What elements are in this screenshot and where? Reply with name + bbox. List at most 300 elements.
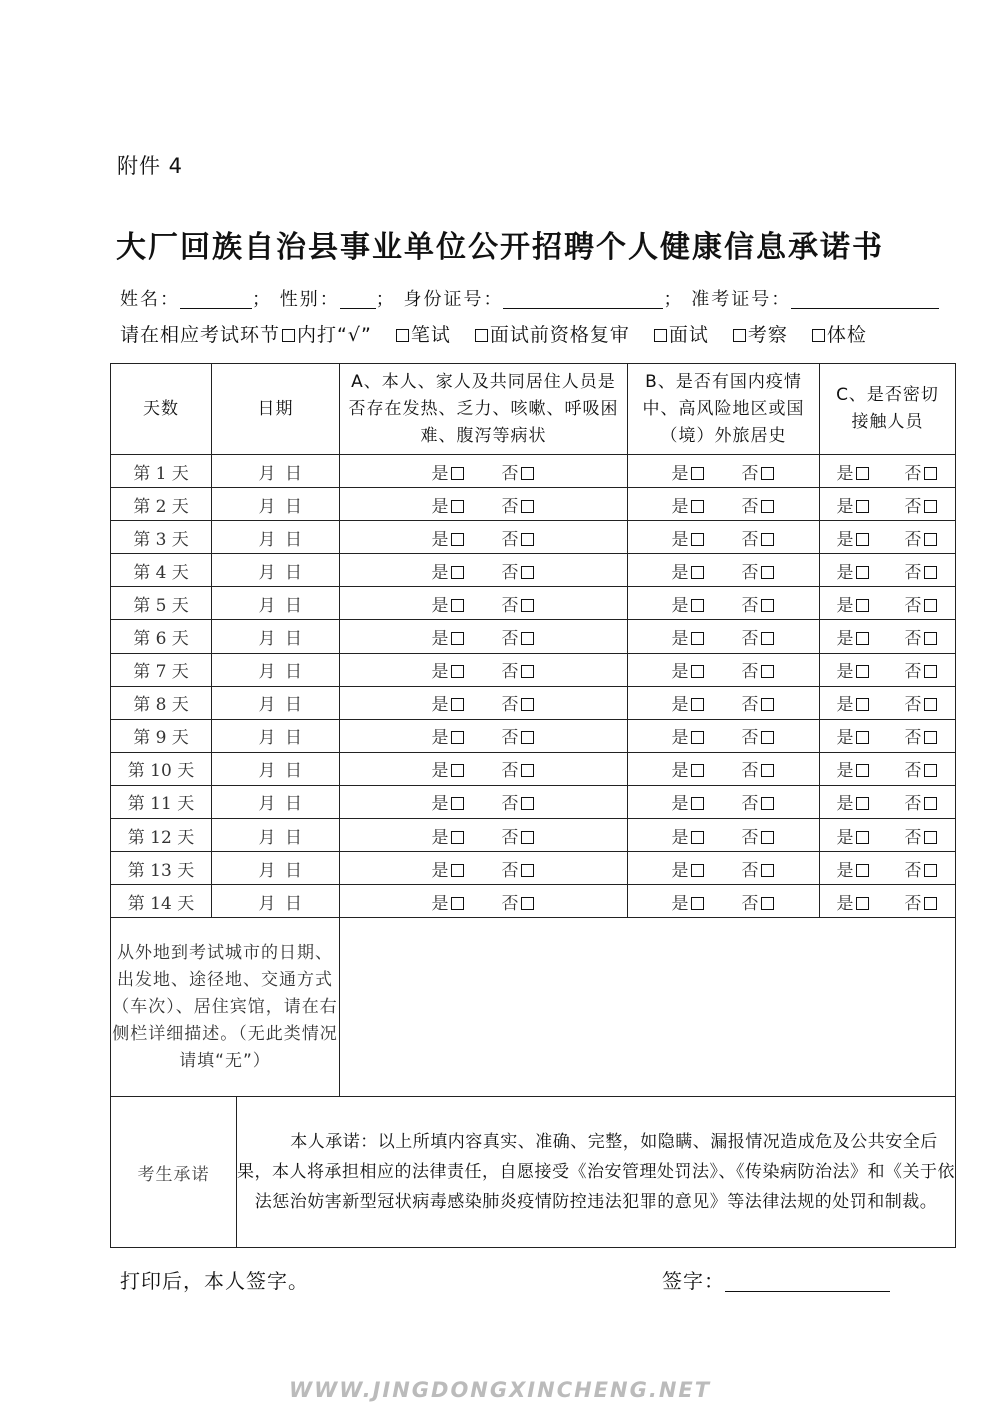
checkbox-icon[interactable]: [761, 797, 774, 810]
checkbox-icon[interactable]: [521, 533, 534, 546]
stage-option-interview[interactable]: 面试: [652, 324, 709, 346]
day-unit-label: 日: [285, 595, 302, 616]
yes-option[interactable]: 是: [672, 756, 706, 781]
checkbox-icon[interactable]: [924, 500, 937, 513]
answer-cell-b: [628, 819, 820, 852]
checkbox-icon[interactable]: [924, 897, 937, 910]
yes-option[interactable]: 是: [432, 823, 466, 848]
checkbox-icon[interactable]: [856, 731, 869, 744]
answer-cell-b: [628, 752, 820, 785]
checkbox-icon[interactable]: [761, 467, 774, 480]
day-unit-label: 日: [285, 496, 302, 517]
yes-option[interactable]: 是: [672, 690, 706, 715]
yes-option[interactable]: 是: [837, 690, 871, 715]
yes-option[interactable]: 是: [837, 723, 871, 748]
yes-option[interactable]: 是: [432, 657, 466, 682]
checkbox-icon[interactable]: [521, 698, 534, 711]
date-cell[interactable]: [212, 653, 340, 686]
signature-area: [662, 1265, 890, 1294]
table-row: [111, 752, 956, 785]
answer-cell-a: [340, 521, 628, 554]
checkbox-icon[interactable]: [691, 500, 704, 513]
month-label: 月: [258, 728, 276, 749]
checkbox-icon[interactable]: [856, 897, 869, 910]
date-cell[interactable]: [212, 785, 340, 818]
table-row: [111, 686, 956, 719]
table-row: [111, 653, 956, 686]
exam-number-label: 准考证号：: [691, 289, 792, 310]
day-label: 第 1 天: [111, 455, 212, 488]
checkbox-icon[interactable]: [761, 500, 774, 513]
checkbox-icon[interactable]: [691, 665, 704, 678]
answer-cell-b: [628, 785, 820, 818]
answer-cell-c: [820, 587, 956, 620]
checkbox-icon[interactable]: [691, 599, 704, 612]
answer-cell-a: [340, 554, 628, 587]
checkbox-icon[interactable]: [761, 698, 774, 711]
yes-option[interactable]: 是: [432, 459, 466, 484]
date-cell[interactable]: [212, 719, 340, 752]
no-option[interactable]: 否: [905, 624, 939, 649]
day-rows: [111, 455, 956, 918]
date-cell[interactable]: [212, 885, 340, 918]
no-option[interactable]: 否: [502, 591, 536, 616]
checkbox-icon[interactable]: [856, 533, 869, 546]
exam-stage-line: [120, 320, 867, 347]
yes-option[interactable]: 是: [432, 856, 466, 881]
checkbox-icon[interactable]: [451, 864, 464, 877]
table-row: [111, 488, 956, 521]
no-option[interactable]: 否: [742, 690, 776, 715]
yes-option[interactable]: 是: [837, 492, 871, 517]
yes-option[interactable]: 是: [837, 624, 871, 649]
checkbox-icon[interactable]: [924, 764, 937, 777]
answer-cell-b: [628, 885, 820, 918]
checkbox-icon[interactable]: [451, 764, 464, 777]
day-unit-label: 日: [285, 695, 302, 716]
checkbox-icon[interactable]: [924, 698, 937, 711]
day-label: 第 2 天: [111, 488, 212, 521]
answer-cell-a: [340, 686, 628, 719]
day-label: 第 13 天: [111, 852, 212, 885]
answer-cell-c: [820, 885, 956, 918]
no-option[interactable]: 否: [905, 756, 939, 781]
checkbox-icon[interactable]: [856, 632, 869, 645]
checkbox-icon[interactable]: [924, 665, 937, 678]
yes-option[interactable]: 是: [432, 624, 466, 649]
no-option[interactable]: 否: [742, 624, 776, 649]
yes-option[interactable]: 是: [672, 789, 706, 814]
gender-field[interactable]: [340, 290, 376, 309]
checkbox-icon[interactable]: [761, 599, 774, 612]
gender-label: 性别：: [279, 289, 340, 310]
checkbox-icon[interactable]: [654, 329, 667, 342]
no-option[interactable]: 否: [742, 459, 776, 484]
no-option[interactable]: 否: [502, 624, 536, 649]
pledge-table: [110, 1096, 956, 1248]
checkbox-icon[interactable]: [521, 500, 534, 513]
yes-option[interactable]: 是: [837, 756, 871, 781]
checkbox-icon[interactable]: [691, 467, 704, 480]
answer-cell-a: [340, 752, 628, 785]
checkbox-icon[interactable]: [856, 698, 869, 711]
answer-cell-c: [820, 686, 956, 719]
no-option[interactable]: 否: [742, 856, 776, 881]
no-option[interactable]: 否: [502, 558, 536, 583]
checkbox-icon[interactable]: [691, 632, 704, 645]
checkbox-icon[interactable]: [691, 566, 704, 579]
no-option[interactable]: 否: [905, 492, 939, 517]
yes-option[interactable]: 是: [672, 657, 706, 682]
day-unit-label: 日: [285, 529, 302, 550]
answer-cell-a: [340, 885, 628, 918]
checkbox-icon[interactable]: [521, 467, 534, 480]
signature-label: 签字：: [662, 1269, 725, 1293]
answer-cell-a: [340, 785, 628, 818]
header-col-a: A、本人、家人及共同居住人员是否存在发热、乏力、咳嗽、呼吸困难、腹泻等病状: [340, 364, 628, 455]
table-row: [111, 455, 956, 488]
checkbox-icon[interactable]: [761, 632, 774, 645]
yes-option[interactable]: 是: [432, 591, 466, 616]
answer-cell-a: [340, 852, 628, 885]
checkbox-icon[interactable]: [691, 731, 704, 744]
stage-option-medical-exam[interactable]: 体检: [810, 324, 867, 346]
checkbox-icon[interactable]: [451, 632, 464, 645]
checkbox-icon[interactable]: [451, 500, 464, 513]
date-cell[interactable]: [212, 488, 340, 521]
checkbox-icon[interactable]: [691, 764, 704, 777]
checkbox-icon[interactable]: [691, 864, 704, 877]
answer-cell-b: [628, 521, 820, 554]
no-option[interactable]: 否: [742, 723, 776, 748]
answer-cell-b: [628, 719, 820, 752]
print-note: 打印后，本人签字。: [120, 1269, 309, 1293]
checkbox-icon[interactable]: [475, 329, 488, 342]
day-unit-label: 日: [285, 893, 302, 914]
yes-option[interactable]: 是: [837, 856, 871, 881]
id-number-field[interactable]: [503, 290, 663, 309]
yes-option[interactable]: 是: [672, 558, 706, 583]
day-label: 第 9 天: [111, 719, 212, 752]
no-option[interactable]: 否: [502, 856, 536, 881]
answer-cell-b: [628, 686, 820, 719]
day-unit-label: 日: [285, 629, 302, 650]
checkbox-icon[interactable]: [924, 566, 937, 579]
checkbox-icon[interactable]: [451, 731, 464, 744]
page-title: 大厂回族自治县事业单位公开招聘个人健康信息承诺书: [116, 230, 884, 265]
checkbox-icon[interactable]: [451, 665, 464, 678]
yes-option[interactable]: 是: [432, 889, 466, 914]
answer-cell-c: [820, 455, 956, 488]
answer-cell-c: [820, 719, 956, 752]
stage-prompt-tail: 内打“√”: [297, 324, 372, 346]
date-cell[interactable]: [212, 819, 340, 852]
checkbox-icon[interactable]: [924, 731, 937, 744]
answer-cell-c: [820, 554, 956, 587]
checkbox-icon[interactable]: [691, 698, 704, 711]
yes-option[interactable]: 是: [432, 492, 466, 517]
no-option[interactable]: 否: [502, 492, 536, 517]
answer-cell-c: [820, 785, 956, 818]
header-col-c: C、是否密切接触人员: [820, 364, 956, 455]
table-row: [111, 785, 956, 818]
checkbox-icon[interactable]: [521, 731, 534, 744]
day-label: 第 5 天: [111, 587, 212, 620]
no-option[interactable]: 否: [502, 789, 536, 814]
no-option[interactable]: 否: [905, 591, 939, 616]
checkbox-icon[interactable]: [761, 665, 774, 678]
no-option[interactable]: 否: [742, 558, 776, 583]
checkbox-icon[interactable]: [761, 864, 774, 877]
stage-prompt: 请在相应考试环节: [120, 324, 281, 346]
checkbox-icon[interactable]: [521, 831, 534, 844]
checkbox-icon[interactable]: [521, 566, 534, 579]
checkbox-icon[interactable]: [856, 467, 869, 480]
checkbox-icon[interactable]: [451, 599, 464, 612]
checkbox-icon[interactable]: [924, 467, 937, 480]
id-number-label: 身份证号：: [403, 289, 504, 310]
checkbox-icon[interactable]: [761, 831, 774, 844]
checkbox-icon[interactable]: [451, 797, 464, 810]
checkbox-icon[interactable]: [691, 797, 704, 810]
answer-cell-a: [340, 620, 628, 653]
checkbox-icon[interactable]: [856, 864, 869, 877]
date-cell[interactable]: [212, 686, 340, 719]
no-option[interactable]: 否: [742, 889, 776, 914]
no-option[interactable]: 否: [905, 823, 939, 848]
checkbox-icon[interactable]: [451, 897, 464, 910]
separator: ；: [375, 289, 396, 310]
stage-option-inspection[interactable]: 考察: [731, 324, 788, 346]
no-option[interactable]: 否: [905, 856, 939, 881]
answer-cell-b: [628, 587, 820, 620]
checkbox-icon[interactable]: [761, 764, 774, 777]
no-option[interactable]: 否: [502, 723, 536, 748]
checkbox-icon[interactable]: [691, 897, 704, 910]
day-label: 第 4 天: [111, 554, 212, 587]
yes-option[interactable]: 是: [837, 789, 871, 814]
day-unit-label: 日: [285, 794, 302, 815]
table-row: [111, 819, 956, 852]
table-row: [111, 554, 956, 587]
month-label: 月: [258, 827, 276, 848]
stage-option-written[interactable]: 笔试: [394, 324, 451, 346]
month-label: 月: [258, 595, 276, 616]
table-header-row: [111, 364, 956, 455]
no-option[interactable]: 否: [502, 657, 536, 682]
answer-cell-c: [820, 852, 956, 885]
table-row: [111, 620, 956, 653]
checkbox-icon[interactable]: [451, 533, 464, 546]
checkbox-icon[interactable]: [856, 665, 869, 678]
no-option[interactable]: 否: [502, 756, 536, 781]
month-label: 月: [258, 893, 276, 914]
answer-cell-c: [820, 521, 956, 554]
checkbox-icon[interactable]: [521, 864, 534, 877]
checkbox-icon: [282, 329, 295, 342]
no-option[interactable]: 否: [905, 723, 939, 748]
checkbox-icon[interactable]: [856, 797, 869, 810]
checkbox-icon[interactable]: [761, 731, 774, 744]
checkbox-icon[interactable]: [812, 329, 825, 342]
date-cell[interactable]: [212, 752, 340, 785]
answer-cell-a: [340, 488, 628, 521]
yes-option[interactable]: 是: [837, 823, 871, 848]
checkbox-icon[interactable]: [521, 897, 534, 910]
answer-cell-a: [340, 587, 628, 620]
month-label: 月: [258, 496, 276, 517]
day-unit-label: 日: [285, 860, 302, 881]
yes-option[interactable]: 是: [837, 558, 871, 583]
no-option[interactable]: 否: [905, 789, 939, 814]
answer-cell-c: [820, 488, 956, 521]
day-unit-label: 日: [285, 728, 302, 749]
no-option[interactable]: 否: [502, 823, 536, 848]
day-label: 第 14 天: [111, 885, 212, 918]
answer-cell-b: [628, 852, 820, 885]
month-label: 月: [258, 463, 276, 484]
yes-option[interactable]: 是: [672, 492, 706, 517]
health-info-table: [110, 363, 956, 1097]
no-option[interactable]: 否: [905, 690, 939, 715]
checkbox-icon[interactable]: [924, 599, 937, 612]
exam-number-field[interactable]: [791, 290, 939, 309]
yes-option[interactable]: 是: [837, 459, 871, 484]
yes-option[interactable]: 是: [432, 723, 466, 748]
answer-cell-c: [820, 819, 956, 852]
yes-option[interactable]: 是: [432, 558, 466, 583]
watermark: WWW.JINGDONGXINCHENG.NET: [288, 1378, 712, 1402]
checkbox-icon[interactable]: [521, 764, 534, 777]
yes-option[interactable]: 是: [672, 723, 706, 748]
yes-option[interactable]: 是: [837, 657, 871, 682]
checkbox-icon[interactable]: [856, 764, 869, 777]
yes-option[interactable]: 是: [432, 789, 466, 814]
day-label: 第 10 天: [111, 752, 212, 785]
yes-option[interactable]: 是: [672, 459, 706, 484]
checkbox-icon[interactable]: [451, 467, 464, 480]
checkbox-icon[interactable]: [396, 329, 409, 342]
answer-cell-b: [628, 653, 820, 686]
checkbox-icon[interactable]: [451, 566, 464, 579]
no-option[interactable]: 否: [905, 657, 939, 682]
table-row: [111, 885, 956, 918]
date-cell[interactable]: [212, 455, 340, 488]
checkbox-icon[interactable]: [521, 599, 534, 612]
checkbox-icon[interactable]: [733, 329, 746, 342]
date-cell[interactable]: [212, 620, 340, 653]
stage-option-qualification-review[interactable]: 面试前资格复审: [473, 324, 630, 346]
checkbox-icon[interactable]: [924, 797, 937, 810]
checkbox-icon[interactable]: [521, 632, 534, 645]
no-option[interactable]: 否: [502, 690, 536, 715]
month-label: 月: [258, 695, 276, 716]
checkbox-icon[interactable]: [761, 566, 774, 579]
checkbox-icon[interactable]: [924, 632, 937, 645]
date-cell[interactable]: [212, 852, 340, 885]
checkbox-icon[interactable]: [691, 533, 704, 546]
checkbox-icon[interactable]: [856, 831, 869, 844]
yes-option[interactable]: 是: [837, 525, 871, 550]
yes-option[interactable]: 是: [672, 525, 706, 550]
checkbox-icon[interactable]: [924, 533, 937, 546]
no-option[interactable]: 否: [502, 459, 536, 484]
month-label: 月: [258, 761, 276, 782]
header-date: 日期: [212, 364, 340, 455]
answer-cell-b: [628, 554, 820, 587]
date-cell[interactable]: [212, 521, 340, 554]
no-option[interactable]: 否: [742, 789, 776, 814]
pledge-text-cell: [237, 1097, 956, 1248]
yes-option[interactable]: 是: [837, 591, 871, 616]
checkbox-icon[interactable]: [451, 831, 464, 844]
travel-details-field[interactable]: [340, 918, 956, 1097]
checkbox-icon[interactable]: [856, 566, 869, 579]
name-field[interactable]: [180, 290, 252, 309]
yes-option[interactable]: 是: [432, 690, 466, 715]
month-label: 月: [258, 629, 276, 650]
answer-cell-a: [340, 819, 628, 852]
no-option[interactable]: 否: [502, 889, 536, 914]
checkbox-icon[interactable]: [691, 831, 704, 844]
checkbox-icon[interactable]: [924, 864, 937, 877]
day-unit-label: 日: [285, 662, 302, 683]
checkbox-icon[interactable]: [856, 500, 869, 513]
answer-cell-c: [820, 620, 956, 653]
checkbox-icon[interactable]: [856, 599, 869, 612]
checkbox-icon[interactable]: [761, 897, 774, 910]
no-option[interactable]: 否: [905, 459, 939, 484]
yes-option[interactable]: 是: [672, 624, 706, 649]
date-cell[interactable]: [212, 587, 340, 620]
table-row: [111, 587, 956, 620]
yes-option[interactable]: 是: [672, 889, 706, 914]
checkbox-icon[interactable]: [521, 797, 534, 810]
checkbox-icon[interactable]: [521, 665, 534, 678]
no-option[interactable]: 否: [742, 657, 776, 682]
no-option[interactable]: 否: [905, 558, 939, 583]
name-label: 姓名：: [120, 289, 180, 310]
personal-info-line: [120, 285, 939, 311]
month-label: 月: [258, 662, 276, 683]
checkbox-icon[interactable]: [451, 698, 464, 711]
no-option[interactable]: 否: [905, 525, 939, 550]
yes-option[interactable]: 是: [432, 756, 466, 781]
yes-option[interactable]: 是: [432, 525, 466, 550]
month-label: 月: [258, 529, 276, 550]
no-option[interactable]: 否: [742, 525, 776, 550]
no-option[interactable]: 否: [742, 756, 776, 781]
signature-field[interactable]: [725, 1271, 890, 1292]
no-option[interactable]: 否: [742, 823, 776, 848]
pledge-row: [111, 1097, 956, 1248]
yes-option[interactable]: 是: [837, 889, 871, 914]
no-option[interactable]: 否: [502, 525, 536, 550]
yes-option[interactable]: 是: [672, 591, 706, 616]
day-unit-label: 日: [285, 562, 302, 583]
table-row: [111, 852, 956, 885]
date-cell[interactable]: [212, 554, 340, 587]
yes-option[interactable]: 是: [672, 823, 706, 848]
no-option[interactable]: 否: [742, 591, 776, 616]
table-row: [111, 521, 956, 554]
checkbox-icon[interactable]: [761, 533, 774, 546]
no-option[interactable]: 否: [742, 492, 776, 517]
checkbox-icon[interactable]: [924, 831, 937, 844]
no-option[interactable]: 否: [905, 889, 939, 914]
yes-option[interactable]: 是: [672, 856, 706, 881]
answer-cell-c: [820, 653, 956, 686]
